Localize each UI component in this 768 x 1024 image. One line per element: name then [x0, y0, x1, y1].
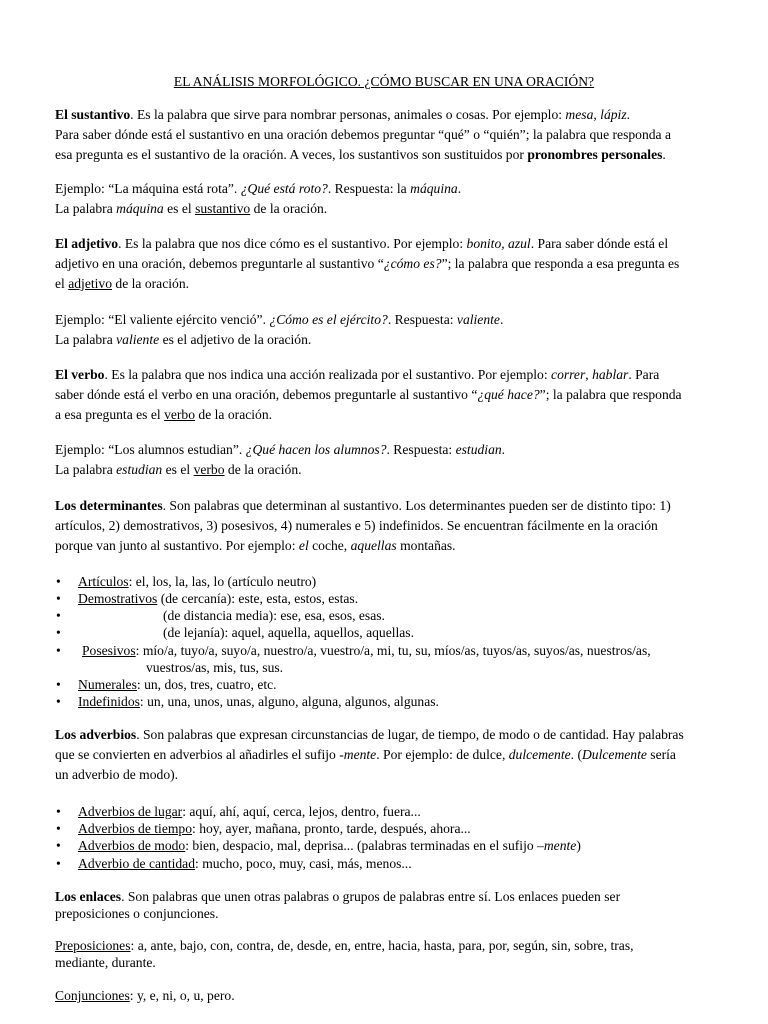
bullet-icon: •: [56, 856, 61, 871]
adjetivo-example-2: [55, 332, 311, 348]
list-item-text: : un, dos, tres, cuatro, etc.: [136, 677, 277, 692]
text: porque van junto al sustantivo. Por ejemplo:: [55, 538, 299, 553]
sustantivo-line-2: Para saber dónde está el sustantivo en una oración debemos preguntar “qué” o “quién”; la palabra que responda a: [55, 127, 672, 142]
list-item-text: vuestros/as, mis, tus, sus.: [146, 660, 284, 675]
text: : y, e, ni, o, u, pero.: [129, 988, 235, 1003]
text-italic: máquina: [410, 181, 458, 196]
text-italic: aquellas: [350, 538, 397, 553]
text: . Respuesta:: [387, 312, 457, 327]
text-italic: -mente: [339, 747, 377, 762]
text: el: [55, 276, 69, 291]
verbo-line-1: [55, 367, 659, 383]
sustantivo-line-1: [55, 107, 630, 123]
determinantes-line-1: [55, 498, 671, 514]
preposiciones-line-2: mediante, durante.: [55, 955, 156, 970]
list-item-text: : el, los, la, las, lo (artículo neutro): [128, 574, 317, 589]
list-item-label: Adverbios de tiempo: [78, 821, 193, 836]
text: adjetivo en una oración, debemos preguntarle al sustantivo “: [55, 256, 384, 271]
enlaces-line-1: [55, 889, 620, 905]
text: saber dónde está el verbo en una oración, debemos preguntarle al sustantivo “: [55, 387, 478, 402]
text: es el: [163, 201, 196, 216]
text: . Para: [628, 367, 660, 382]
text-underlined: adjetivo: [68, 276, 113, 291]
verbo-heading: El verbo: [55, 367, 105, 382]
text: .: [501, 442, 506, 457]
text: que se convierten en adverbios al añadirles el sufijo: [55, 747, 340, 762]
list-item-text: (de distancia media): ese, esa, esos, esas.: [163, 608, 385, 623]
text-italic: Dulcemente: [581, 747, 647, 762]
bullet-icon: •: [56, 625, 61, 640]
text-underlined: verbo: [164, 407, 196, 422]
bullet-icon: •: [56, 804, 61, 819]
list-item-label: Posesivos: [82, 643, 136, 658]
text: . Son palabras que unen otras palabras o grupos de palabras entre sí. Los enlaces pueden ser: [121, 889, 621, 904]
adjetivo-line-3: [55, 276, 189, 292]
text: coche,: [308, 538, 351, 553]
text: ”; la palabra que responda a esa pregunta es: [441, 256, 680, 271]
adjetivo-heading: El adjetivo: [55, 236, 119, 251]
text: : a, ante, bajo, con, contra, de, desde, en, entre, hacia, hasta, para, por, según, sin, sobre, tras,: [130, 938, 634, 953]
list-item: [78, 591, 358, 607]
list-item-text: : bien, despacio, mal, deprisa... (palabras terminadas en el sufijo –: [185, 838, 544, 853]
text-italic: mesa: [565, 107, 594, 122]
list-item-text: ): [576, 838, 581, 853]
list-item-text: (de lejanía): aquel, aquella, aquellos, aquellas.: [163, 625, 414, 640]
preposiciones-line-1: [55, 938, 634, 954]
text: montañas.: [396, 538, 456, 553]
text-italic: ¿Cómo es el ejército?: [269, 312, 388, 327]
text: de la oración.: [112, 276, 190, 291]
text-italic: lápiz: [600, 107, 627, 122]
list-item-text: (de cercanía): este, esta, estos, estas.: [157, 591, 359, 606]
text: . Es la palabra que nos indica una acción realizada por el sustantivo. Por ejemplo:: [104, 367, 552, 382]
list-item: [78, 677, 277, 693]
text: .: [626, 107, 631, 122]
list-item-label: Adverbios de modo: [78, 838, 186, 853]
adjetivo-line-2: [55, 256, 679, 272]
text-italic: valiente: [456, 312, 500, 327]
sustantivo-example-1: [55, 181, 461, 197]
sustantivo-line-3: [55, 147, 666, 163]
text-italic: el: [298, 538, 309, 553]
text: . Es la palabra que sirve para nombrar personas, animales o cosas. Por ejemplo:: [130, 107, 566, 122]
adverbios-line-3: un adverbio de modo).: [55, 767, 179, 782]
text: Ejemplo: “Los alumnos estudian”.: [55, 442, 246, 457]
text-italic: correr: [551, 367, 586, 382]
list-item: [78, 804, 421, 820]
text: . Son palabras que determinan al sustantivo. Los determinantes pueden ser de distinto tipo: 1): [162, 498, 671, 513]
list-item-label: Numerales: [78, 677, 137, 692]
list-item-text: : mío/a, tuyo/a, suyo/a, nuestro/a, vuestro/a, mi, tu, su, míos/as, tuyos/as, suyos/as, nuestros/as,: [135, 643, 651, 658]
text: ,: [585, 367, 593, 382]
list-item: [163, 625, 414, 641]
text: esa pregunta es el sustantivo de la oración. A veces, los sustantivos son sustituidos por: [55, 147, 528, 162]
list-item-label: Adverbio de cantidad: [78, 856, 196, 871]
bullet-icon: •: [56, 608, 61, 623]
text: a esa pregunta es el: [55, 407, 165, 422]
bullet-icon: •: [56, 643, 61, 658]
text-italic: ¿Qué hacen los alumnos?: [245, 442, 387, 457]
determinantes-line-3: [55, 538, 456, 554]
list-item-text: : hoy, ayer, mañana, pronto, tarde, después, ahora...: [192, 821, 471, 836]
text: ”; la palabra que responda: [539, 387, 682, 402]
text: La palabra: [55, 462, 117, 477]
list-item-text: : mucho, poco, muy, casi, más, menos...: [195, 856, 412, 871]
text: .: [499, 312, 504, 327]
text-bold: pronombres personales: [527, 147, 663, 162]
text-italic: estudian: [116, 462, 163, 477]
conjunciones-label: Conjunciones: [55, 988, 130, 1003]
adverbios-line-1: [55, 727, 684, 743]
text-italic: dulcemente: [508, 747, 571, 762]
conjunciones-line: [55, 988, 235, 1004]
list-item-label: Artículos: [78, 574, 129, 589]
list-item: [82, 643, 651, 659]
text: La palabra: [55, 201, 117, 216]
list-item-text: : aquí, ahí, aquí, cerca, lejos, dentro, fuera...: [182, 804, 421, 819]
text-italic: estudian: [455, 442, 502, 457]
enlaces-heading: Los enlaces: [55, 889, 122, 904]
bullet-icon: •: [56, 694, 61, 709]
adjetivo-line-1: [55, 236, 668, 252]
text: . Para saber dónde está el: [530, 236, 669, 251]
text-italic: hablar: [592, 367, 629, 382]
bullet-icon: •: [56, 591, 61, 606]
text: es el adjetivo de la oración.: [159, 332, 312, 347]
determinantes-heading: Los determinantes: [55, 498, 163, 513]
text: de la oración.: [224, 462, 302, 477]
text: . (: [570, 747, 582, 762]
text: . Respuesta: la: [327, 181, 411, 196]
bullet-icon: •: [56, 677, 61, 692]
text: Ejemplo: “La máquina está rota”.: [55, 181, 241, 196]
text: ,: [593, 107, 601, 122]
enlaces-line-2: preposiciones o conjunciones.: [55, 906, 219, 921]
text-underlined: verbo: [193, 462, 225, 477]
text: . Por ejemplo: de dulce,: [376, 747, 509, 762]
text-underlined: sustantivo: [195, 201, 251, 216]
text: La palabra: [55, 332, 117, 347]
list-item: [78, 574, 316, 590]
text-italic: mente: [543, 838, 577, 853]
text-italic: ¿Qué está roto?: [240, 181, 328, 196]
sustantivo-heading: El sustantivo: [55, 107, 131, 122]
text-italic: ¿cómo es?: [383, 256, 442, 271]
text: de la oración.: [250, 201, 328, 216]
text-italic: ¿qué hace?: [477, 387, 540, 402]
bullet-icon: •: [56, 821, 61, 836]
text: sería: [646, 747, 676, 762]
list-item-continuation: [146, 660, 283, 676]
preposiciones-label: Preposiciones: [55, 938, 131, 953]
determinantes-line-2: artículos, 2) demostrativos, 3) posesivos, 4) numerales e 5) indefinidos. Se encuentran fácilmente en la oración: [55, 518, 658, 533]
list-item: [163, 608, 385, 624]
list-item-label: Indefinidos: [78, 694, 140, 709]
sustantivo-example-2: [55, 201, 327, 217]
text: . Son palabras que expresan circunstancias de lugar, de tiempo, de modo o de cantidad. Hay palabras: [136, 727, 684, 742]
list-item: [78, 838, 581, 854]
adjetivo-example-1: [55, 312, 503, 328]
list-item: [78, 694, 439, 710]
text: .: [457, 181, 462, 196]
list-item-label: Demostrativos: [78, 591, 158, 606]
text: Ejemplo: “El valiente ejército venció”.: [55, 312, 270, 327]
verbo-example-2: [55, 462, 302, 478]
text-italic: máquina: [116, 201, 164, 216]
bullet-icon: •: [56, 574, 61, 589]
text: . Respuesta:: [386, 442, 456, 457]
adverbios-heading: Los adverbios: [55, 727, 137, 742]
verbo-line-3: [55, 407, 272, 423]
text: .: [662, 147, 666, 162]
list-item: [78, 856, 412, 872]
text: . Es la palabra que nos dice cómo es el sustantivo. Por ejemplo:: [118, 236, 467, 251]
verbo-line-2: [55, 387, 682, 403]
list-item: [78, 821, 471, 837]
page-title: EL ANÁLISIS MORFOLÓGICO. ¿CÓMO BUSCAR EN UNA ORACIÓN?: [173, 74, 595, 89]
text: es el: [162, 462, 194, 477]
text: de la oración.: [195, 407, 273, 422]
text-italic: valiente: [116, 332, 160, 347]
text-italic: bonito, azul: [466, 236, 531, 251]
bullet-icon: •: [56, 838, 61, 853]
adverbios-line-2: [55, 747, 676, 763]
list-item-label: Adverbios de lugar: [78, 804, 183, 819]
verbo-example-1: [55, 442, 505, 458]
list-item-text: : un, una, unos, unas, alguno, alguna, algunos, algunas.: [139, 694, 439, 709]
